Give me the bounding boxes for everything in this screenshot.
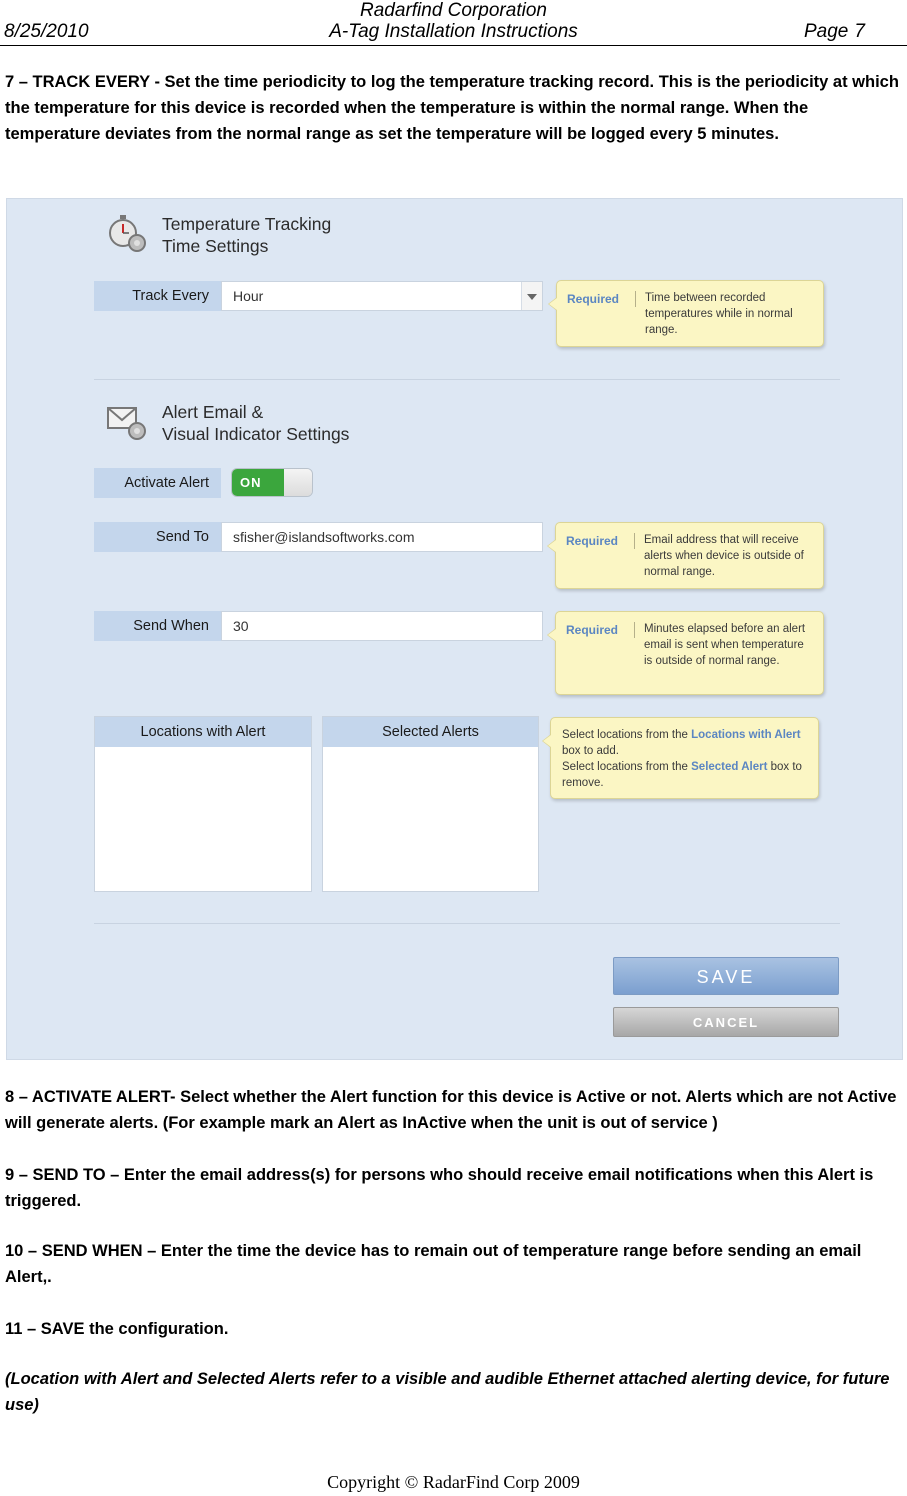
tip-separator <box>635 291 636 307</box>
locations-with-alert-listbox[interactable] <box>94 716 312 892</box>
send-when-tip-text: Minutes elapsed before an alert email is sent when temperature is outside of normal range. <box>644 623 806 667</box>
section-divider <box>94 923 840 924</box>
save-button[interactable]: SAVE <box>613 957 839 995</box>
step-9-paragraph: 9 – SEND TO – Enter the email address(s) for persons who should receive email notifications when this Alert is triggered. <box>5 1166 874 1210</box>
toggle-knob <box>284 469 312 496</box>
lists-tooltip <box>550 717 819 799</box>
step-11-paragraph: 11 – SAVE the configuration. <box>5 1320 229 1338</box>
alert-title-line1: Alert Email & <box>162 402 264 422</box>
step-7-paragraph: 7 – TRACK EVERY - Set the time periodicity to log the temperature tracking record. This is the periodicity at which the temperature for this device is recorded when the temperature is within the normal range. When the temperature deviates from the normal range as set the temperature will be logged every 5 minutes. <box>5 73 899 143</box>
alert-title-line2: Visual Indicator Settings <box>162 424 350 444</box>
selected-alerts-listbox[interactable] <box>322 716 539 892</box>
temp-title-line1: Temperature Tracking <box>162 214 332 234</box>
page-number: 7 <box>854 21 865 42</box>
toggle-on-label: ON <box>232 469 284 496</box>
step-10-paragraph: 10 – SEND WHEN – Enter the time the device has to remain out of temperature range before sending an email Alert,. <box>5 1242 862 1286</box>
track-every-value: Hour <box>233 288 264 304</box>
lists-tip-link2: Selected Alert <box>691 761 768 773</box>
selected-list-header: Selected Alerts <box>323 717 538 747</box>
copyright-footer: Copyright © RadarFind Corp 2009 <box>327 1472 580 1492</box>
tip-separator <box>634 622 635 638</box>
header-company: Radarfind Corporation <box>360 0 547 21</box>
future-use-note: (Location with Alert and Selected Alerts refer to a visible and audible Ethernet attached alerting device, for future use) <box>5 1370 890 1414</box>
chevron-down-icon[interactable] <box>521 282 542 310</box>
send-to-label: Send To <box>94 522 221 552</box>
lists-tip-suffix1: box to add. <box>562 745 619 757</box>
envelope-gear-icon <box>105 399 151 445</box>
send-to-tip-text: Email address that will receive alerts when device is outside of normal range. <box>644 534 804 578</box>
track-tip-text: Time between recorded temperatures while in normal range. <box>645 292 793 336</box>
lists-tip-prefix2: Select locations from the <box>562 761 692 773</box>
locations-list-header: Locations with Alert <box>95 717 311 747</box>
track-required-label: Required <box>567 292 620 306</box>
send-to-required-label: Required <box>566 534 619 548</box>
lists-tip-link1: Locations with Alert <box>691 729 801 741</box>
header-page <box>804 21 865 43</box>
temp-title-line2: Time Settings <box>162 236 269 256</box>
activate-alert-toggle[interactable] <box>231 468 313 497</box>
page-label: Page <box>804 21 849 42</box>
settings-screenshot <box>6 198 903 1060</box>
track-every-tooltip <box>556 280 824 347</box>
tip-separator <box>634 533 635 549</box>
temp-section-title <box>162 213 331 257</box>
send-when-input[interactable]: 30 <box>221 611 543 641</box>
lists-tip-suffix2: box to remove. <box>562 761 802 789</box>
lists-tip-text <box>562 727 812 791</box>
lists-tip-prefix1: Select locations from the <box>562 729 692 741</box>
cancel-button[interactable]: CANCEL <box>613 1007 839 1037</box>
header-date: 8/25/2010 <box>4 21 89 42</box>
activate-alert-label: Activate Alert <box>94 468 221 498</box>
section-divider <box>94 379 840 380</box>
header-rule <box>0 45 907 46</box>
alert-section-title <box>162 401 349 445</box>
track-every-select[interactable] <box>221 281 543 311</box>
send-when-tooltip <box>555 611 824 695</box>
send-when-required-label: Required <box>566 623 619 637</box>
header-title: A-Tag Installation Instructions <box>329 21 578 42</box>
track-every-label: Track Every <box>94 281 221 311</box>
send-when-label: Send When <box>94 611 221 641</box>
step-8-paragraph: 8 – ACTIVATE ALERT- Select whether the Alert function for this device is Active or not. Alerts which are not Active will generate alerts. (For example mark an Alert as InActive when the unit is out of service ) <box>5 1088 897 1132</box>
send-to-input[interactable]: sfisher@islandsoftworks.com <box>221 522 543 552</box>
send-to-tooltip <box>555 522 824 589</box>
stopwatch-gear-icon <box>105 211 151 257</box>
